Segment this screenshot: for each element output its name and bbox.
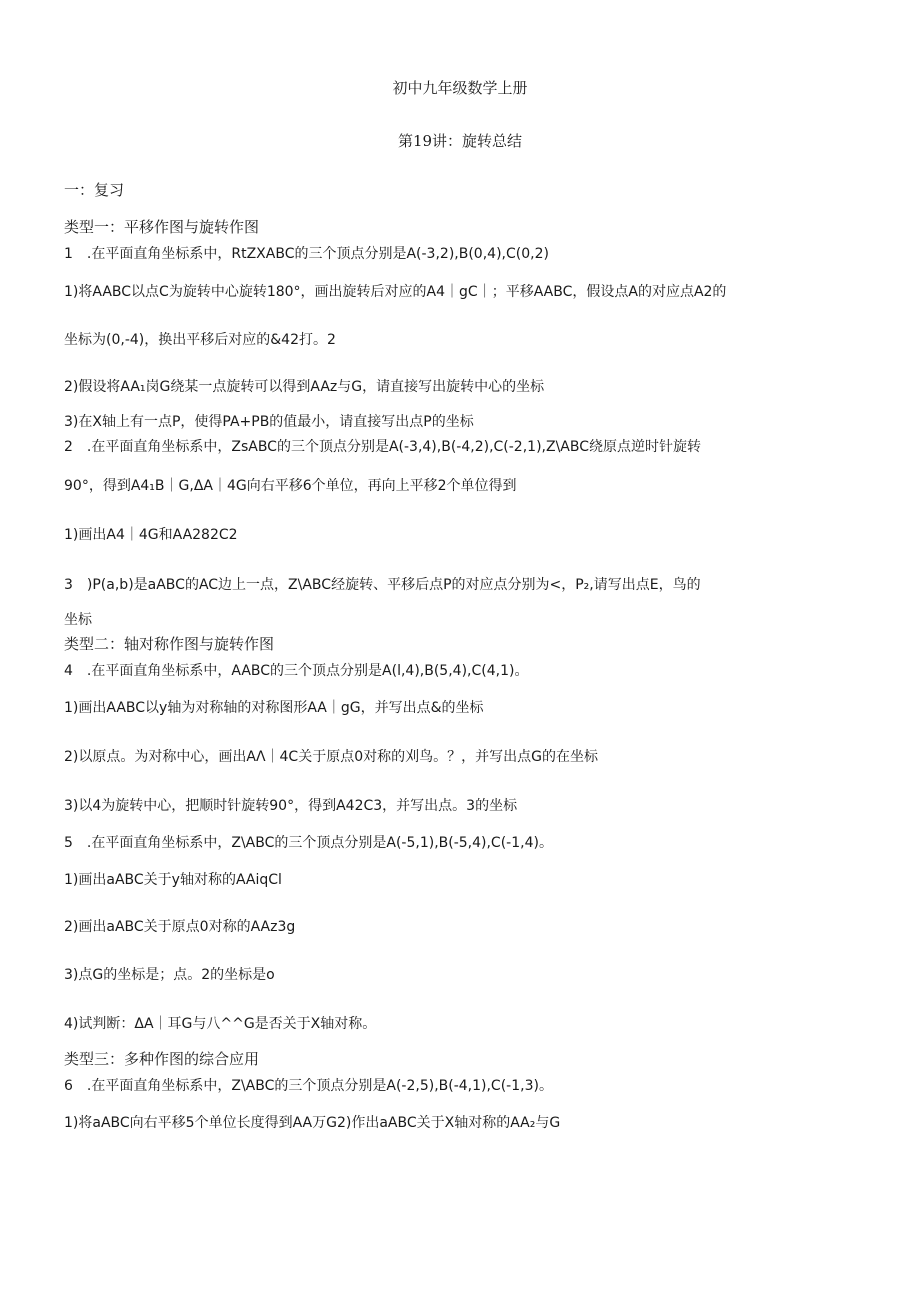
q1-part1-line2: 坐标为(0,-4)，换出平移后对应的&42打。2 — [64, 332, 336, 348]
q5-part3: 3)点G的坐标是；点。2的坐标是o — [64, 967, 275, 983]
q1-part2: 2)假设将AA₁岗G绕某一点旋转可以得到AAz与G，请直接写出旋转中心的坐标 — [64, 379, 545, 395]
q6-stem: 6 .在平面直角坐标系中，Z\ABC的三个顶点分别是A(-2,5),B(-4,1),C(-1,3)。 — [64, 1078, 553, 1094]
q4-part1: 1)画出AABC以y轴为对称轴的对称图形AA｜gG，并写出点&的坐标 — [64, 700, 484, 716]
q4-part2: 2)以原点。为对称中心，画出AΛ｜4C关于原点0对称的刈鸟。？，并写出点G的在坐标 — [64, 749, 598, 765]
type3-heading: 类型三：多种作图的综合应用 — [64, 1050, 260, 1068]
q2-part3-line2: 坐标 — [64, 612, 92, 628]
lesson-title: 第19讲：旋转总结 — [397, 132, 523, 150]
q4-part3: 3)以4为旋转中心，把顺时针旋转90°，得到A42C3，并写出点。3的坐标 — [64, 798, 518, 814]
type2-heading: 类型二：轴对称作图与旋转作图 — [64, 635, 275, 653]
q5-part4: 4)试判断：ΔA｜耳G与八^^G是否关于X轴对称。 — [64, 1016, 377, 1032]
q5-stem: 5 .在平面直角坐标系中，Z\ABC的三个顶点分别是A(-5,1),B(-5,4),C(-1,4)。 — [64, 835, 553, 851]
q4-stem: 4 .在平面直角坐标系中，AABC的三个顶点分别是A(l,4),B(5,4),C(4,1)。 — [64, 663, 529, 679]
review-heading: 一：复习 — [64, 181, 125, 199]
q2-part3-line1: 3 )P(a,b)是aABC的AC边上一点，Z\ABC经旋转、平移后点P的对应点分别为<，P₂,请写出点E，鸟的 — [64, 577, 701, 593]
q1-part3: 3)在X轴上有一点P，使得PA+PB的值最小，请直接写出点P的坐标 — [64, 414, 474, 430]
q2-stem-cont: 90°，得到A4₁B｜G,ΔA｜4G向右平移6个单位，再向上平移2个单位得到 — [64, 478, 517, 494]
q1-stem: 1 .在平面直角坐标系中，RtZXABC的三个顶点分别是A(-3,2),B(0,4),C(0,2) — [64, 246, 549, 262]
type1-heading: 类型一：平移作图与旋转作图 — [64, 218, 260, 236]
course-title: 初中九年级数学上册 — [392, 79, 528, 97]
q2-part1: 1)画出A4｜4G和AA282C2 — [64, 527, 238, 543]
q5-part2: 2)画出aABC关于原点0对称的AAz3g — [64, 919, 296, 935]
q2-stem: 2 .在平面直角坐标系中，ZsABC的三个顶点分别是A(-3,4),B(-4,2),C(-2,1),Z\ABC绕原点逆时针旋转 — [64, 439, 701, 455]
q1-part1-line1: 1)将AABC以点C为旋转中心旋转180°，画出旋转后对应的A4｜gC｜；平移AABC，假设点A的对应点A2的 — [64, 284, 727, 300]
q6-part1: 1)将aABC向右平移5个单位长度得到AA万G2)作出aABC关于X轴对称的AA₂与G — [64, 1115, 561, 1131]
q5-part1: 1)画出aABC关于y轴对称的AAiqCl — [64, 872, 282, 888]
